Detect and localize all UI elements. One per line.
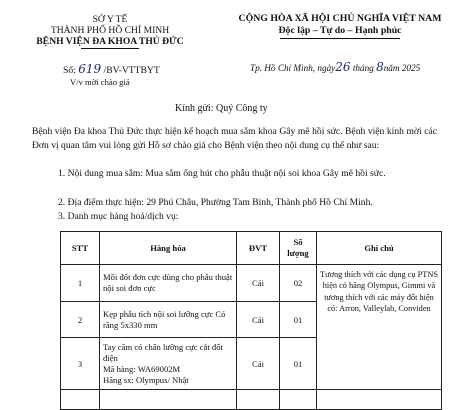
row-unit: Cái (237, 265, 280, 302)
doc-number-handwritten: 619 (78, 62, 102, 76)
row-stt: 2 (61, 302, 100, 338)
document-number-line (63, 62, 160, 76)
department-name: SỞ Y TẾ (92, 14, 128, 25)
item-1: 1. Nội dung mua sắm: Mua sắm ống hút cho phẫu thuật nội soi khoa Gây mê hồi sức. (58, 168, 386, 179)
year-label: năm 2025 (383, 63, 421, 73)
col-header-qty: Số lượng (280, 232, 317, 265)
row-item-code: Mã hàng: WA69002M (103, 363, 181, 374)
row-item (100, 338, 237, 390)
row-qty: 01 (280, 338, 317, 390)
intro-paragraph: Bệnh viện Đa khoa Thủ Đức thực hiện kế hoạch mua sắm khoa Gây mê hồi sức. Bệnh viện kính mời các Đơn vị quan tâm vui lòng gửi Hồ sơ chào giá cho Bệnh viện theo nội dung cụ thể như sau: (32, 126, 437, 151)
row-stt: 1 (61, 265, 100, 302)
greeting: Kính gửi: Quý Công ty (175, 103, 268, 114)
row-unit: Cái (237, 302, 280, 338)
item-2: 2. Địa điểm thực hiện: 29 Phú Châu, Phường Tam Bình, Thành phố Hồ Chí Minh. (58, 197, 373, 208)
row-stt: 3 (61, 338, 100, 390)
place-date (250, 60, 420, 74)
doc-number-suffix: /BV-VTTBYT (103, 65, 160, 76)
col-header-stt: STT (61, 232, 100, 265)
row-qty: 02 (280, 265, 317, 302)
col-header-unit: ĐVT (237, 232, 280, 265)
item-3: 3. Danh mục hàng hoá/dịch vụ: (58, 211, 179, 222)
national-title: CỘNG HÒA XÃ HỘI CHỦ NGHĨA VIỆT NAM (238, 13, 442, 24)
row-item-name: Tay cầm có chân lưỡng cực cắt đốt điện (103, 341, 223, 363)
row-unit: Cái (237, 338, 280, 390)
doc-number-prefix: Số: (63, 65, 76, 76)
month-label: tháng (352, 63, 374, 73)
row-item-maker: Hãng sx: Olympus/ Nhật (103, 374, 189, 385)
month-handwritten: 8 (376, 60, 384, 74)
place-date-prefix: Tp. Hồ Chí Minh, ngày (250, 63, 336, 73)
doc-subject: V/v mời chào giá (70, 77, 130, 87)
table-header-row (61, 232, 442, 265)
table-row (61, 265, 442, 302)
header-left (20, 14, 200, 49)
header-left-rule (81, 48, 139, 49)
header-right (222, 13, 458, 39)
day-handwritten: 26 (335, 60, 351, 74)
row-item: Kẹp phẫu tích nội soi lưỡng cực Có răng 5x330 mm (100, 302, 237, 338)
national-motto: Độc lập – Tự do – Hạnh phúc (278, 25, 402, 36)
city-name: THÀNH PHỐ HỒ CHÍ MINH (50, 25, 170, 36)
row-item: Mồi đốt đơn cực dùng cho phẫu thuật nội soi đơn cực (100, 265, 237, 302)
goods-table (60, 231, 442, 410)
header-right-rule (280, 38, 400, 39)
row-qty: 01 (280, 302, 317, 338)
hospital-name: BỆNH VIỆN ĐA KHOA THỦ ĐỨC (36, 36, 184, 47)
col-header-item: Hàng hóa (100, 232, 237, 265)
row-note: Tương thích với các dụng cụ PTNS hiện có hãng Olympus, Gimmi và tương thích với các máy đốt hiện có: Arron, Valleylab, Conviden (317, 265, 442, 390)
col-header-note: Ghi chú (317, 232, 442, 265)
